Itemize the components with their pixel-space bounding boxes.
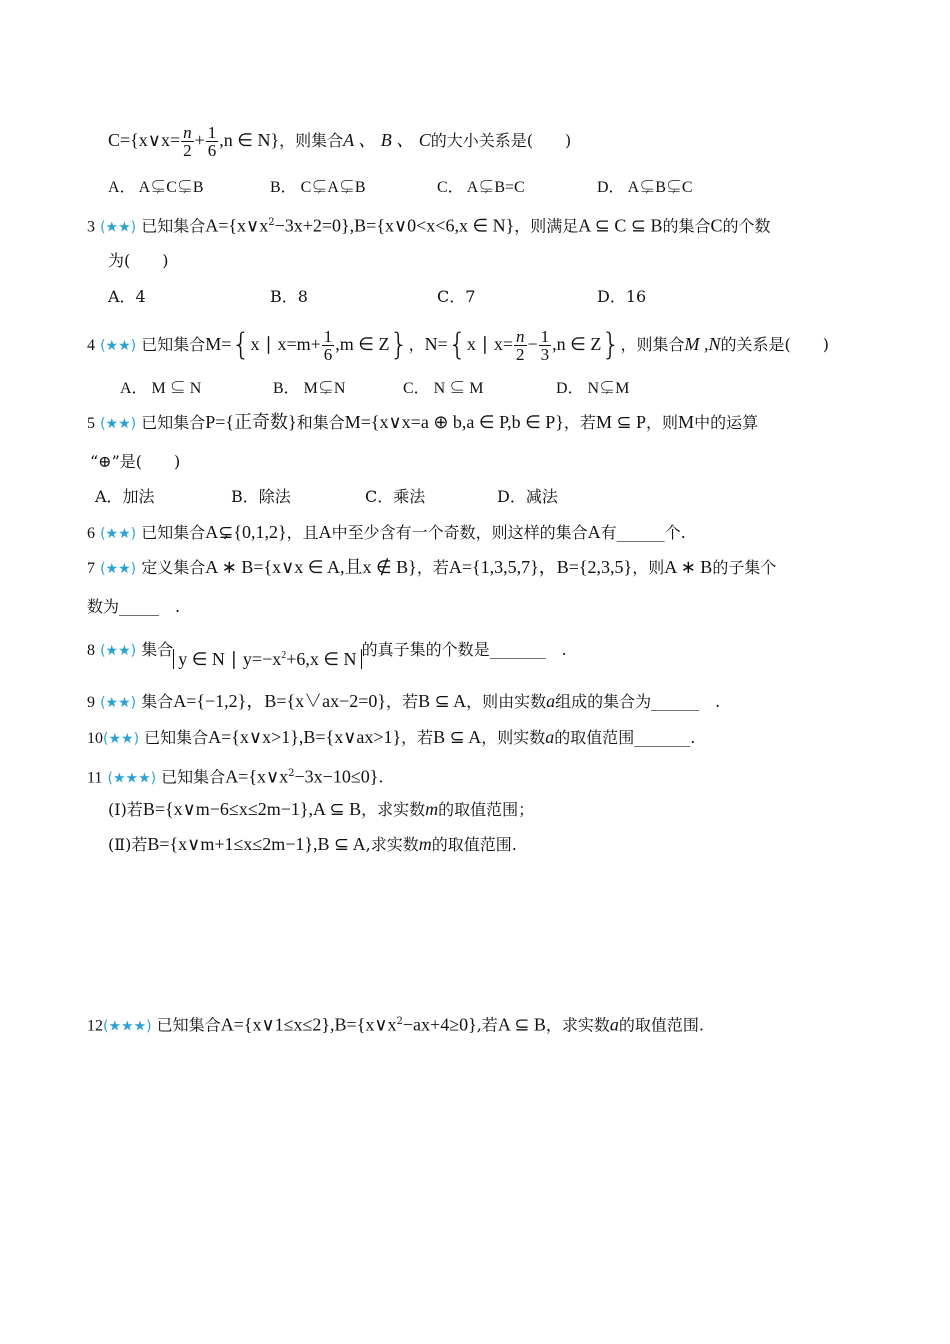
q4-set-n: x ∣ x= xyxy=(466,334,513,354)
q4-brace-open-m: { xyxy=(231,327,251,363)
q2-tail: 的大小关系是( ) xyxy=(430,131,572,150)
q11-part2: (Ⅱ)若B={x∨m+1≤x≤2m−1},B ⊆ A,求实数m的取值范围. xyxy=(108,834,517,854)
q5-option-a: A．加法 xyxy=(95,487,155,506)
q12-difficulty-stars: (★★★) xyxy=(103,1018,152,1035)
q3-condition: A ⊆ C ⊆ B xyxy=(578,215,663,236)
q4-brace-close-n: } xyxy=(601,327,621,363)
q4-number: 4 xyxy=(87,337,95,354)
q3-number: 3 xyxy=(87,218,95,236)
q5-line2: “⊕”是( ) xyxy=(90,452,181,471)
q2-option-a: A． A⊊C⊊B xyxy=(108,179,204,196)
q7-difficulty-stars: (★★) xyxy=(100,561,137,577)
q6-number: 6 xyxy=(87,525,95,542)
q2-option-c: C． A⊊B=C xyxy=(437,179,525,196)
q3-line2: 为( ) xyxy=(108,251,169,270)
q2-frac-n-over-2: $\frac{n}{2}$ xyxy=(183,123,192,160)
q4-set-m: x ∣ x=m+ xyxy=(250,334,321,354)
q5-option-d: D．减法 xyxy=(497,487,558,506)
q2-c-set-pre: C={x∨x= xyxy=(108,130,181,150)
q5-number: 5 xyxy=(87,415,95,432)
q4-option-b: B． M⊊N xyxy=(273,380,346,397)
q2-abc: A 、 B 、 C xyxy=(343,130,431,150)
q5-set-m: M={x∨x=a ⊕ b,a ∈ P,b ∈ P} xyxy=(344,412,564,432)
q2-c-set-post: ,n ∈ N} xyxy=(219,130,280,150)
q10-number: 10 xyxy=(87,730,103,747)
q4-brace-open-n: { xyxy=(447,327,467,363)
q3-option-d: D．16 xyxy=(597,287,647,306)
q2-set-c-line: C={x∨x= $\frac{n}{2}$ + $\frac{1}{6}$ ,n ∈ N}，则集合A 、 B 、 C的大小关系是( ) xyxy=(108,123,572,160)
q5-difficulty-stars: (★★) xyxy=(100,416,137,432)
q8-line: 8 (★★) 集合 y ∈ N ∣ $y=-x^2+6,x$ ∈ N 的真子集的个数是_______ . xyxy=(87,640,567,669)
q9-number: 9 xyxy=(87,694,95,711)
q11-difficulty-stars: (★★★) xyxy=(107,770,157,787)
q5-option-b: B．除法 xyxy=(231,487,291,506)
q3-difficulty-stars: (★★) xyxy=(100,219,137,236)
q7-number: 7 xyxy=(87,560,95,577)
q7-line1: 7 (★★) 定义集合A ∗ B={x∨x ∈ A,且x ∉ B}，若A={1,3,5,7}，B={2,3,5}，则A ∗ B的子集个 xyxy=(87,557,777,577)
q5-option-c: C．乘法 xyxy=(365,487,426,506)
q2-text: ，则集合 xyxy=(279,131,344,150)
q12-number: 12 xyxy=(87,1017,103,1035)
q2-option-b: B． C⊊A⊊B xyxy=(270,179,366,196)
q4-brace-close-m: } xyxy=(389,327,409,363)
q6-difficulty-stars: (★★) xyxy=(100,526,137,542)
q11-line: 11 (★★★) 已知集合$A=\{x\vee x^2-3x-10\le 0\}$. xyxy=(87,766,384,787)
q9-line: 9 (★★) 集合A={−1,2}，B={x∨ax−2=0}，若B ⊆ A，则由实数a组成的集合为______ . xyxy=(87,691,721,711)
q3-option-a: A．4 xyxy=(108,287,146,306)
q8-number: 8 xyxy=(87,642,95,659)
q10-line: 10(★★) 已知集合A={x∨x>1},B={x∨ax>1}，若B ⊆ A，则实数a的取值范围_______. xyxy=(87,727,696,747)
q12-line: 12(★★★) 已知集合$A=\{x\vee 1\le x\le 2\},B=\{x\vee x^2-ax+4\ge 0\}$,若A ⊆ B，求实数a的取值范围. xyxy=(87,1014,705,1035)
q6-line: 6 (★★) 已知集合A⊊{0,1,2}，且A中至少含有一个奇数，则这样的集合A有______个. xyxy=(87,522,686,542)
q5-line1: 5 (★★) 已知集合P={正奇数}和集合M={x∨x=a ⊕ b,a ∈ P,b ∈ P}，若M ⊆ P，则M中的运算 xyxy=(87,412,759,432)
q4-frac-1-over-6: $\frac{1}{6}$ xyxy=(323,327,333,364)
q2-frac-1-over-6: $\frac{1}{6}$ xyxy=(207,123,217,160)
q3-option-c: C．7 xyxy=(437,287,476,306)
q4-option-c: C． N ⊆ M xyxy=(403,380,484,397)
q10-difficulty-stars: (★★) xyxy=(103,731,140,747)
q4-option-d: D． N⊊M xyxy=(556,380,630,397)
q8-difficulty-stars: (★★) xyxy=(100,643,137,659)
q3-set-a-b: −3x+2=0},B={x∨0<x<6,x ∈ N} xyxy=(274,215,515,236)
q4-option-a: A． M ⊆ N xyxy=(120,380,202,397)
q2-option-d: D． A⊊B⊊C xyxy=(597,179,693,196)
q4-difficulty-stars: (★★) xyxy=(100,338,137,354)
q3-line1: 3 (★★) 已知集合$A=\{x\vee x^2-3x+2=0\},B=\{x\vee 0<x<6,x$ ∈ N}，则满足A ⊆ C ⊆ B的集合C的个数 xyxy=(87,215,771,236)
q8-set: y ∈ N ∣ $y=-x^2+6,x$ ∈ N xyxy=(173,649,361,669)
q11-part1: (Ⅰ)若B={x∨m−6≤x≤2m−1},A ⊆ B，求实数m的取值范围； xyxy=(108,799,535,819)
q7-line2: 数为_____ . xyxy=(87,597,181,616)
q3-set-a: A={x∨x xyxy=(205,215,269,236)
q4-line1: 4 (★★) 已知集合M={x ∣ x=m+ $\frac{1}{6}$ ,m ∈ Z}，N={x ∣ x= $\frac{n}{2}$ − $\frac{1}{3}$ ,n ∈ Z}，则集合M ,N的关系是( ) xyxy=(87,327,829,364)
q9-difficulty-stars: (★★) xyxy=(100,695,137,711)
q5-set-p: P={正奇数} xyxy=(205,412,297,432)
q4-frac-n-over-2: $\frac{n}{2}$ xyxy=(516,327,525,364)
q4-frac-1-over-3: $\frac{1}{3}$ xyxy=(540,327,550,364)
q3-option-b: B．8 xyxy=(270,287,308,306)
q11-number: 11 xyxy=(87,769,103,787)
